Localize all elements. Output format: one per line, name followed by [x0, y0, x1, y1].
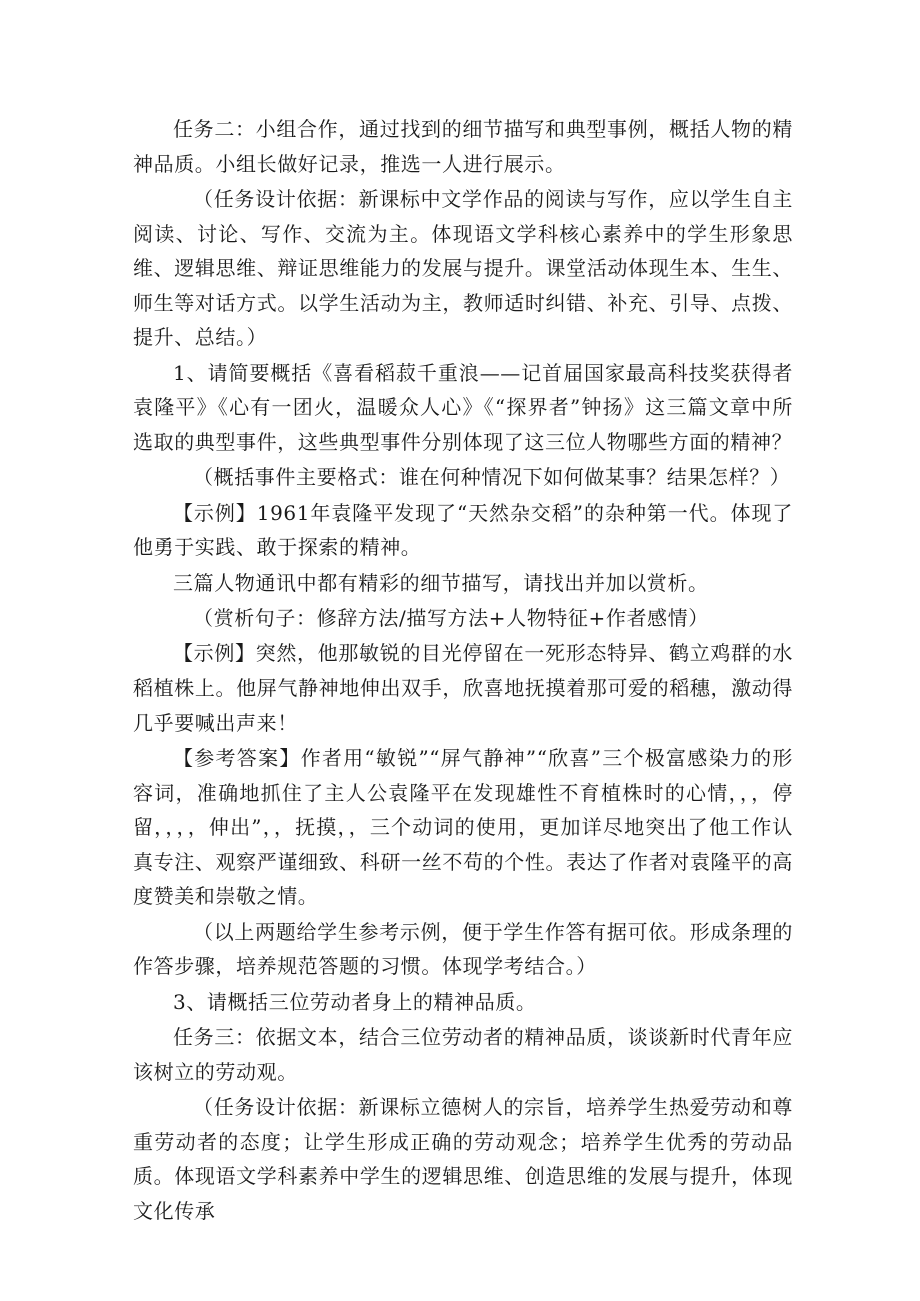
document-body	[133, 112, 793, 1229]
example-one: 【示例】1961年袁隆平发现了“天然杂交稻”的杂种第一代。体现了他勇于实践、敢于探索的精神。	[133, 500, 793, 560]
task-three-paragraph: 任务三：依据文本，结合三位劳动者的精神品质，谈谈新时代青年应该树立的劳动观。	[133, 1025, 793, 1084]
task-three-design-basis: （任务设计依据：新课标立德树人的宗旨，培养学生热爱劳动和尊重劳动者的态度；让学生形成正确的劳动观念；培养学生优秀的劳动品质。体现语文学科素养中学生的逻辑思维、创造思维的发展与提升，体现文化传承	[133, 1095, 793, 1223]
task-two-paragraph: 任务二：小组合作，通过找到的细节描写和典型事例，概括人物的精神品质。小组长做好记录，推选一人进行展示。	[133, 117, 793, 176]
detail-description-question: 三篇人物通讯中都有精彩的细节描写，请找出并加以赏析。	[173, 570, 709, 595]
reference-answer: 【参考答案】作者用“敏锐”“屏气静神”“欣喜”三个极富感染力的形容词，准确地抓住了主人公袁隆平在发现雄性不育植株时的心情，，，停留，，，，伸出”，，抚摸，，三个动词的使用，更加详尽地突出了他工作认真专注、观察严谨细致、科研一丝不苟的个性。表达了作者对袁隆平的高度赞美和崇敬之情。	[133, 746, 793, 909]
task-two-design-basis: （任务设计依据：新课标中文学作品的阅读与写作，应以学生自主阅读、讨论、写作、交流为主。体现语文学科核心素养中的学生形象思维、逻辑思维、辩证思维能力的发展与提升。课堂活动体现生本、生生、师生等对话方式。以学生活动为主，教师适时纠错、补充、引导、点拨、提升、总结。）	[133, 186, 793, 350]
example-two: 【示例】突然，他那敏锐的目光停留在一死形态特异、鹤立鸡群的水稻植株上。他屏气静神地伸出双手，欣喜地抚摸着那可爱的稻穗，激动得几乎要喊出声来！	[133, 641, 793, 735]
appreciation-format-note: （赏析句子：修辞方法/描写方法+人物特征+作者感情）	[193, 606, 709, 631]
examples-purpose-note: （以上两题给学生参考示例，便于学生作答有据可依。形成条理的作答步骤，培养规范答题的习惯。体现学考结合。）	[133, 919, 793, 979]
question-one: 1、请简要概括《喜看稻菽千重浪——记首届国家最高科技奖获得者袁隆平》《心有一团火，温暖众人心》《“探界者”钟扬》这三篇文章中所选取的典型事件，这些典型事件分别体现了这三位人物哪些方面的精神？	[133, 360, 793, 454]
question-three: 3、请概括三位劳动者身上的精神品质。	[173, 989, 537, 1014]
summary-format-note: （概括事件主要格式：谁在何种情况下如何做某事？结果怎样？）	[193, 465, 791, 490]
